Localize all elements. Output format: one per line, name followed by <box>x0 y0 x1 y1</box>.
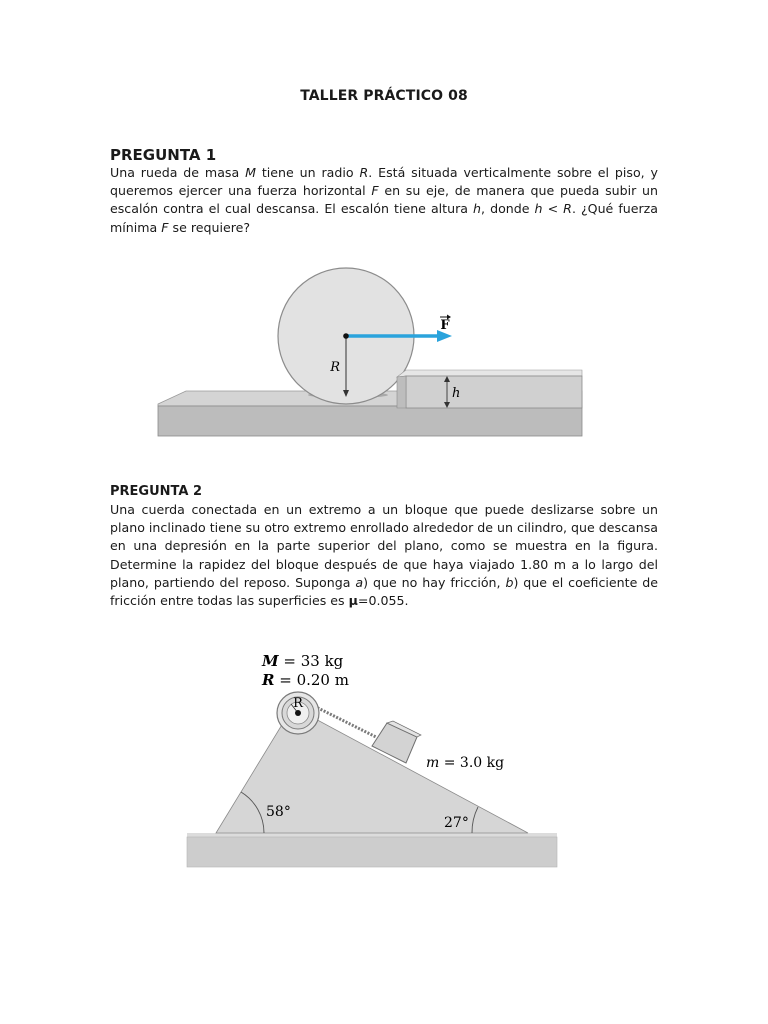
var-R: R <box>563 201 572 217</box>
var-R: R <box>359 165 369 180</box>
var-F: F <box>371 183 379 199</box>
var-a: a <box>355 574 364 590</box>
text-run: . Está situada verticalmente sobre el piso, y queremos ejercer una fuerza horizontal <box>110 165 659 199</box>
text-run: Una rueda de masa <box>110 165 246 180</box>
height-label: h <box>452 386 461 401</box>
cylinder-radius-value-label <box>261 671 349 689</box>
cylinder-mass-label <box>261 652 344 670</box>
text-run: < <box>542 201 564 217</box>
text-run: ) que no hay fricción, <box>363 574 506 590</box>
question-2-heading: PREGUNTA 2 <box>110 484 203 499</box>
ground-slab <box>187 837 557 867</box>
text-run: tiene un radio <box>255 165 360 180</box>
incline-cylinder-figure <box>180 640 570 875</box>
mass-var: M <box>262 652 279 670</box>
text-run: Una cuerda conectada en un extremo a un bloque que puede deslizarse sobre un plano inclinado tiene su otro extremo enrollado alrededor de un cilindro, que descansa en una depresión en la parte superior del plano, como se muestra en la figura. Determine la rapidez del bloque después de que haya viajado 1.80 m a lo largo del plano, partiendo del reposo. Suponga <box>110 502 658 590</box>
step-side-face <box>397 376 406 408</box>
text-run: =0.055. <box>357 593 409 609</box>
page-title: TALLER PRÁCTICO 08 <box>300 88 468 104</box>
left-angle-label: 58° <box>266 804 291 820</box>
var-h: h <box>534 201 543 217</box>
radius-label: R <box>330 360 340 375</box>
text-run: , donde <box>481 201 535 217</box>
text-run: en su eje, de manera que pueda subir un escalón contra el cual descansa. El escalón tiene altura <box>110 183 658 217</box>
step-front-face <box>406 376 582 408</box>
radius-value: = 0.20 m <box>274 671 349 689</box>
block-value: = 3.0 kg <box>439 755 505 771</box>
right-angle-label: 27° <box>444 815 469 831</box>
ground-top <box>187 833 557 837</box>
var-M: M <box>245 165 256 180</box>
text-run: se requiere? <box>168 219 251 235</box>
floor-front-face <box>158 406 582 436</box>
force-label: F <box>440 318 450 333</box>
wheel-axle <box>343 333 349 339</box>
block-mass-label <box>426 755 504 771</box>
text-run: . ¿Qué fuerza mínima <box>110 201 659 235</box>
radius-var: R <box>262 671 275 689</box>
var-F: F <box>161 219 169 235</box>
mu-symbol: μ <box>348 593 358 609</box>
question-2-text <box>110 501 658 610</box>
var-h: h <box>473 201 482 217</box>
mass-value: = 33 kg <box>278 652 344 670</box>
wheel-step-figure <box>150 250 590 440</box>
cylinder-radius-label: R <box>293 696 303 711</box>
inclined-plane-wedge <box>216 714 528 833</box>
var-b: b <box>505 574 514 590</box>
question-1-text <box>110 164 658 237</box>
text-run: ) que el coeficiente de fricción entre todas las superficies es <box>110 574 659 609</box>
block-var: m <box>426 755 440 771</box>
question-1-heading: PREGUNTA 1 <box>110 146 217 164</box>
